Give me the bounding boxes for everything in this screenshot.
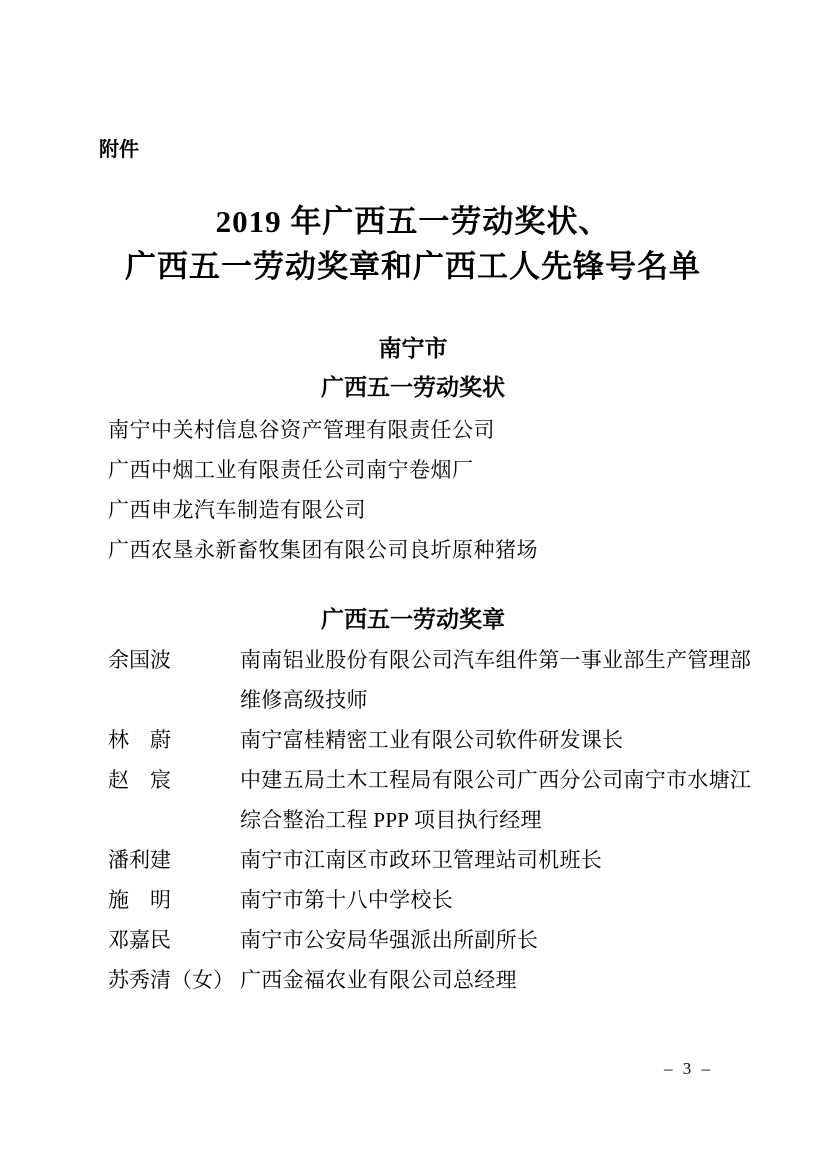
recipient-title: 南宁富桂精密工业有限公司软件研发课长	[240, 728, 624, 752]
medal-entry	[108, 720, 756, 760]
section-heading-labor-certificate: 广西五一劳动奖状	[321, 374, 505, 400]
company-item: 广西申龙汽车制造有限公司	[108, 498, 366, 522]
recipient-title: 广西金福农业有限公司总经理	[240, 968, 517, 992]
medal-entry	[108, 920, 756, 960]
company-item: 广西中烟工业有限责任公司南宁卷烟厂	[108, 458, 474, 482]
company-item: 广西农垦永新畜牧集团有限公司良圻原种猪场	[108, 538, 538, 562]
medal-entry	[108, 760, 756, 840]
city-heading: 南宁市	[378, 335, 448, 361]
recipient-title: 中建五局土木工程局有限公司广西分公司南宁市水塘江综合整治工程 PPP 项目执行经理	[240, 768, 752, 832]
attachment-label: 附件	[99, 139, 139, 161]
recipient-title: 南宁市江南区市政环卫管理站司机班长	[240, 848, 603, 872]
recipient-name: 赵 宸	[108, 768, 171, 792]
company-item: 南宁中关村信息谷资产管理有限责任公司	[108, 418, 495, 442]
medal-entry	[108, 880, 756, 920]
recipient-name: 施 明	[108, 888, 171, 912]
medal-entry	[108, 840, 756, 880]
section-heading-labor-medal: 广西五一劳动奖章	[321, 606, 505, 632]
document-title	[0, 199, 826, 289]
recipient-name: 邓嘉民	[108, 928, 171, 952]
title-line-2: 广西五一劳动奖章和广西工人先锋号名单	[125, 249, 701, 284]
medal-entry	[108, 960, 756, 1000]
medal-entry-list	[108, 640, 756, 1000]
recipient-name: 潘利建	[108, 848, 171, 872]
recipient-name: 林 蔚	[108, 728, 171, 752]
certificate-company-list	[108, 410, 728, 570]
recipient-name: 苏秀清（女）	[108, 968, 234, 992]
medal-entry	[108, 640, 756, 720]
recipient-title: 南宁市第十八中学校长	[240, 888, 453, 912]
recipient-title: 南宁市公安局华强派出所副所长	[240, 928, 539, 952]
recipient-title: 南南铝业股份有限公司汽车组件第一事业部生产管理部维修高级技师	[240, 648, 752, 712]
recipient-name: 余国波	[108, 648, 171, 672]
page-number: – 3 –	[664, 1059, 713, 1078]
title-line-1: 2019 年广西五一劳动奖状、	[215, 204, 611, 239]
